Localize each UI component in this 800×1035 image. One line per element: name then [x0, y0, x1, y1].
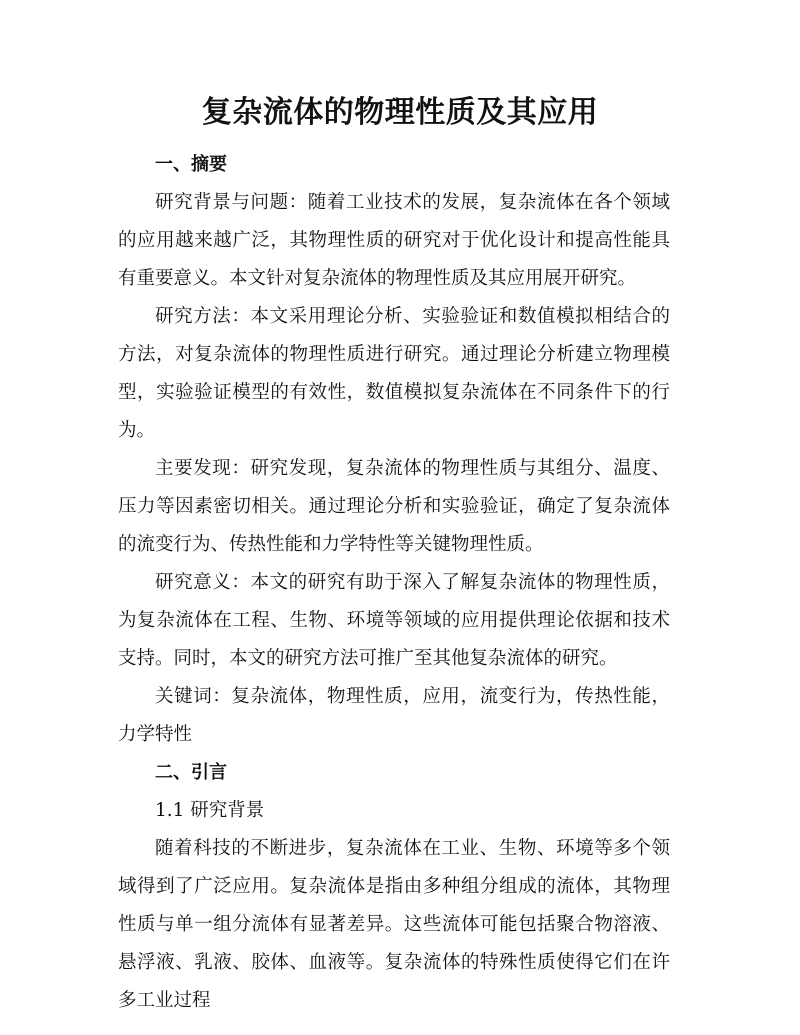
- document-title: 复杂流体的物理性质及其应用: [201, 95, 599, 130]
- abstract-significance-paragraph: 研究意义：本文的研究有助于深入了解复杂流体的物理性质，为复杂流体在工程、生物、环境等领域的应用提供理论依据和技术支持。同时，本文的研究方法可推广至其他复杂流体的研究。: [118, 572, 670, 669]
- document-body: [118, 146, 670, 1020]
- abstract-methods-paragraph: 研究方法：本文采用理论分析、实验验证和数值模拟相结合的方法，对复杂流体的物理性质进行研究。通过理论分析建立物理模型，实验验证模型的有效性，数值模拟复杂流体在不同条件下的行为。: [118, 306, 670, 441]
- section-heading-abstract: 一、摘要: [155, 154, 227, 175]
- abstract-keywords-paragraph: 关键词：复杂流体，物理性质，应用，流变行为，传热性能，力学特性: [118, 686, 670, 745]
- introduction-background-paragraph: 随着科技的不断进步，复杂流体在工业、生物、环境等多个领域得到了广泛应用。复杂流体是指由多种组分组成的流体，其物理性质与单一组分流体有显著差异。这些流体可能包括聚合物溶液、悬浮液、乳液、胶体、血液等。复杂流体的特殊性质使得它们在许多工业过程: [118, 838, 670, 1011]
- abstract-findings-paragraph: 主要发现：研究发现，复杂流体的物理性质与其组分、温度、压力等因素密切相关。通过理论分析和实验验证，确定了复杂流体的流变行为、传热性能和力学特性等关键物理性质。: [118, 458, 670, 555]
- abstract-background-paragraph: 研究背景与问题：随着工业技术的发展，复杂流体在各个领域的应用越来越广泛，其物理性质的研究对于优化设计和提高性能具有重要意义。本文针对复杂流体的物理性质及其应用展开研究。: [118, 192, 670, 289]
- subsection-heading-research-background: 1.1 研究背景: [155, 800, 265, 821]
- section-heading-introduction: 二、引言: [155, 762, 227, 783]
